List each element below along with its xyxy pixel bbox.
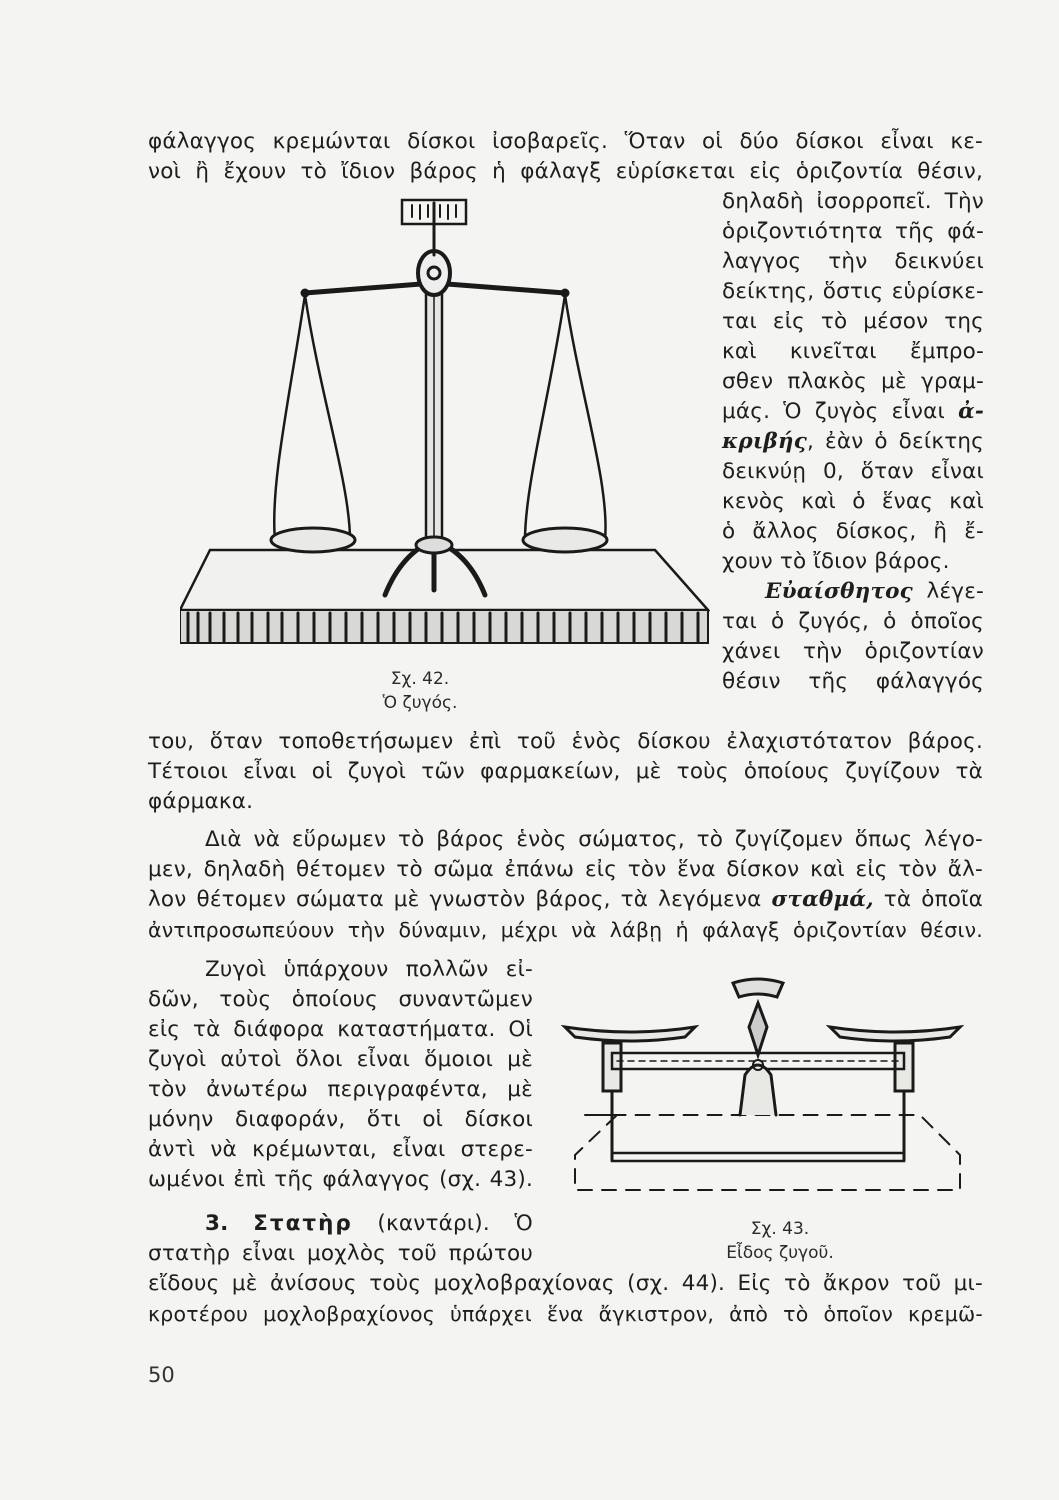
text-line: δῶν, τοὺς ὁποίους συναντῶμεν — [148, 987, 533, 1012]
text-line: χουν τὸ ἴδιον βάρος. — [722, 549, 950, 574]
text-line: ὁριζοντιότητα τῆς φά- — [722, 219, 984, 244]
text-line: φάρμακα. — [148, 789, 254, 814]
text-line: ωμένοι ἐπὶ τῆς φάλαγγος (σχ. 43). — [148, 1167, 533, 1192]
text-line: ἀντιπροσωπεύουν τὴν δύναμιν, μέχρι νὰ λάβῃ ἡ φάλαγξ ὁριζοντίαν θέσιν. — [148, 918, 983, 942]
text-line: νοὶ ἢ ἔχουν τὸ ἴδιον βάρος ἡ φάλαγξ εὑρίσκεται εἰς ὁριζοντία θέσιν, — [148, 159, 983, 184]
text-line: κριβής, ἐὰν ὁ δείκτης — [722, 429, 984, 454]
balance-scale-figure — [180, 195, 710, 665]
text-line: χάνει τὴν ὁριζοντίαν — [722, 639, 984, 664]
text-line: εἴδους μὲ ἀνίσους τοὺς μοχλοβραχίονας (σχ. 44). Εἰς τὸ ἄκρον τοῦ μι- — [148, 1271, 983, 1296]
text-line: κενὸς καὶ ὁ ἕνας καὶ — [722, 489, 984, 514]
text-line: λαγγος τὴν δεικνύει — [722, 249, 984, 274]
text-line: του, ὅταν τοποθετήσωμεν ἐπὶ τοῦ ἑνὸς δίσκου ἐλαχιστότατον βάρος. — [148, 729, 983, 754]
section-heading: Στατὴρ — [253, 1211, 353, 1236]
text-line: μάς. Ὁ ζυγὸς εἶναι ἀ- — [722, 399, 984, 424]
text-line: δηλαδὴ ἰσορροπεῖ. Τὴν — [722, 189, 984, 214]
text-line: Τέτοιοι εἶναι οἱ ζυγοὶ τῶν φαρμακείων, μὲ τοὺς ὁποίους ζυγίζουν τὰ — [148, 759, 983, 784]
emphasis-evaisthitos: Εὐαίσθητος — [765, 579, 913, 604]
figure-42-number: Σχ. 42. — [390, 669, 450, 689]
text-line: θέσιν τῆς φάλαγγός — [722, 669, 984, 694]
text-line: μεν, δηλαδὴ θέτομεν τὸ σῶμα ἐπάνω εἰς τὸν ἕνα δίσκον καὶ εἰς τὸν ἄλ- — [148, 857, 983, 882]
text-line: Ζυγοὶ ὑπάρχουν πολλῶν εἰ- — [205, 957, 533, 982]
text-line: φάλαγγος κρεμώνται δίσκοι ἰσοβαρεῖς. Ὅταν οἱ δύο δίσκοι εἶναι κε- — [148, 129, 983, 154]
text-line: κροτέρου μοχλοβραχίονος ὑπάρχει ἕνα ἄγκιστρον, ἀπὸ τὸ ὁποῖον κρεμῶ- — [148, 1302, 983, 1326]
text-line: ἀντὶ νὰ κρέμωνται, εἶναι στερε- — [148, 1137, 533, 1162]
page-number: 50 — [148, 1363, 175, 1387]
emphasis-stathma: σταθμά, — [771, 887, 874, 912]
emphasis-akrivis-2: κριβής — [722, 429, 808, 454]
text-line: στατὴρ εἶναι μοχλὸς τοῦ πρώτου — [148, 1241, 533, 1266]
shop-scale-figure — [555, 975, 970, 1200]
figure-43-title: Εἶδος ζυγοῦ. — [726, 1243, 834, 1263]
text-line: δείκτης, ὅστις εὑρίσκε- — [722, 279, 984, 304]
figure-42-title: Ὁ ζυγός. — [382, 693, 458, 713]
text-line: 3. Στατὴρ (καντάρι). Ὁ — [205, 1211, 533, 1236]
text-line: ὁ ἄλλος δίσκος, ἢ ἔ- — [722, 519, 984, 544]
section-number: 3. — [205, 1211, 229, 1236]
text-line: καὶ κινεῖται ἔμπρο- — [722, 339, 984, 364]
text-line: τὸν ἀνωτέρω περιγραφέντα, μὲ — [148, 1077, 533, 1102]
text-line: εἰς τὰ διάφορα καταστήματα. Οἱ — [148, 1017, 533, 1042]
text-line: ται εἰς τὸ μέσον της — [722, 309, 984, 334]
text-line: Εὐαίσθητος λέγε- — [765, 579, 984, 604]
figure-43-number: Σχ. 43. — [750, 1219, 810, 1239]
text-line: Διὰ νὰ εὕρωμεν τὸ βάρος ἑνὸς σώματος, τὸ ζυγίζομεν ὅπως λέγο- — [205, 827, 983, 852]
text-line: δεικνύῃ 0, ὅταν εἶναι — [722, 459, 984, 484]
text-line: λον θέτομεν σώματα μὲ γνωστὸν βάρος, τὰ λεγόμενα σταθμά, τὰ ὁποῖα — [148, 887, 983, 912]
emphasis-akrivis: ἀ- — [958, 399, 984, 424]
text-line: μόνην διαφοράν, ὅτι οἱ δίσκοι — [148, 1107, 533, 1132]
text-line: ται ὁ ζυγός, ὁ ὁποῖος — [722, 609, 984, 634]
text-line: σθεν πλακὸς μὲ γραμ- — [722, 369, 984, 394]
text-line: ζυγοὶ αὐτοὶ ὅλοι εἶναι ὅμοιοι μὲ — [148, 1047, 533, 1072]
